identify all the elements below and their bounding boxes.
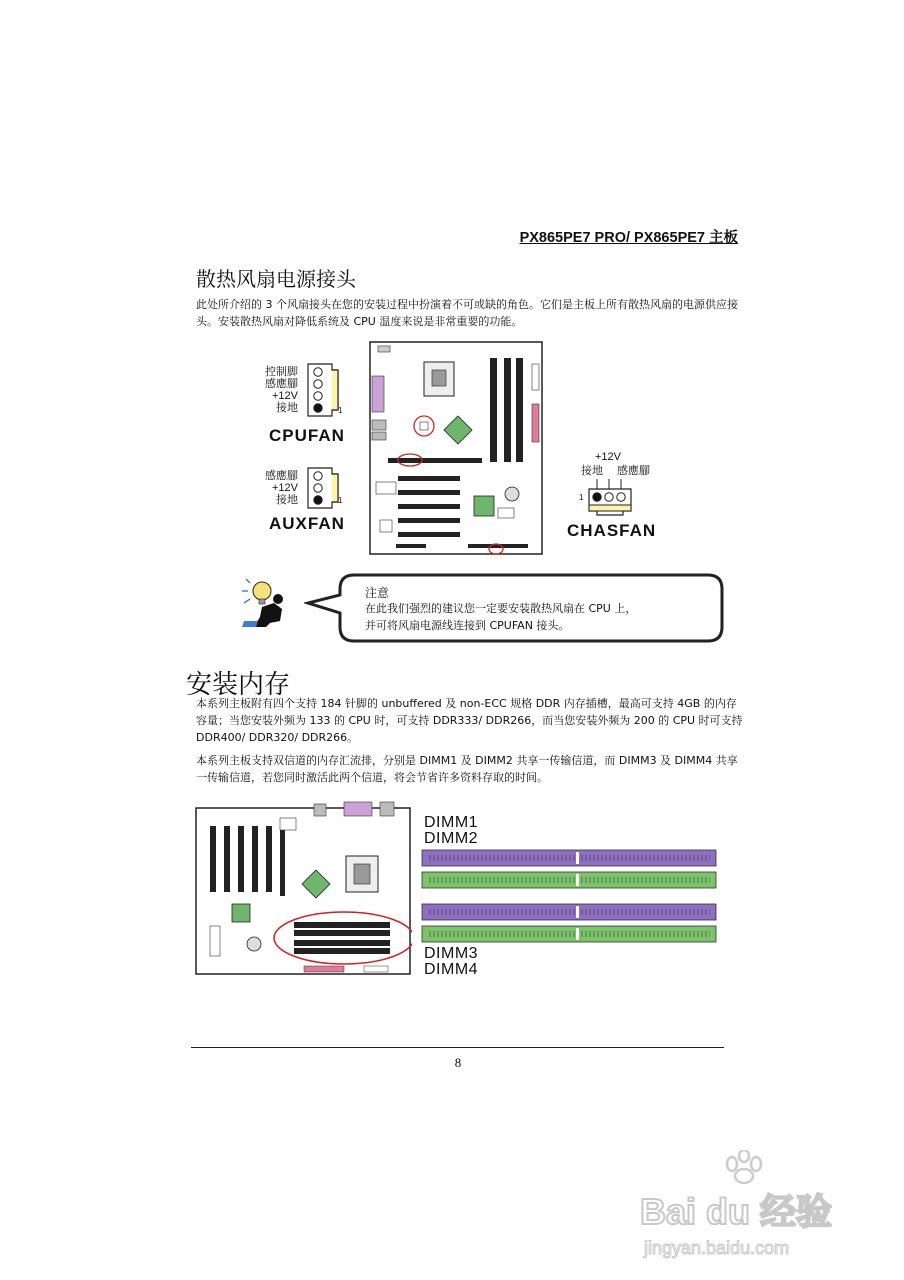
motherboard-memory-layout — [194, 800, 412, 976]
cpufan-pin2-label: +12V — [272, 390, 298, 402]
auxfan-name: AUXFAN — [269, 514, 345, 533]
auxfan-connector-graphic — [306, 466, 343, 510]
cpufan-pin1-marker: 1 — [338, 406, 343, 415]
lightbulb-thinker-icon — [240, 577, 296, 629]
paw-logo-icon — [724, 1150, 764, 1184]
auxfan-pin1-label: 接地 — [276, 494, 298, 506]
memory-paragraph-2: 本系列主板支持双信道的内存汇流排，分别是 DIMM1 及 DIMM2 共享一传输信道，而 DIMM3 及 DIMM4 共享一传输信道，若您同时激活此两个信道，将会节省许多资料存取的时间。 — [196, 754, 738, 784]
chasfan-diagram — [565, 451, 675, 543]
dimm1-slot — [422, 850, 716, 866]
dimm1-label: DIMM1 — [424, 814, 479, 831]
baidu-jingyan-watermark — [640, 1150, 860, 1270]
chasfan-pin1-label: 接地 — [581, 465, 603, 477]
cpufan-name: CPUFAN — [269, 426, 345, 445]
chasfan-pin3-label: 感應腳 — [617, 465, 650, 477]
auxfan-pin2-label: +12V — [272, 482, 298, 494]
cpufan-diagram — [250, 362, 360, 447]
dimm-slots-graphic — [420, 846, 720, 946]
dimm3-label: DIMM3 — [424, 945, 479, 962]
chasfan-name: CHASFAN — [567, 521, 657, 540]
watermark-logo-text: Bai du 经验 — [640, 1191, 833, 1232]
motherboard-fan-layout — [368, 340, 546, 558]
page-number: 8 — [454, 1055, 462, 1070]
chasfan-connector-graphic — [587, 477, 633, 517]
note-line-1: 在此我们强烈的建议您一定要安装散热风扇在 CPU 上， — [365, 602, 637, 615]
dimm3-slot — [422, 904, 716, 920]
page-header-title: PX865PE7 PRO/ PX865PE7 主板 — [519, 230, 738, 246]
auxfan-pin3-label: 感應腳 — [265, 470, 298, 482]
watermark-url: jingyan.baidu.com — [644, 1238, 790, 1258]
memory-paragraph-1: 本系列主板附有四个支持 184 针脚的 unbuffered 及 non-ECC 规格 DDR 内存插槽，最高可支持 4GB 的内存容量；当您安装外频为 133 的 CPU 时，可支持 DDR333/ DDR266，而当您安装外频为 200 的 CPU 时可支持 DDR400/ DDR320/ DDR266。 — [196, 697, 743, 744]
dimm2-slot — [422, 872, 716, 888]
auxfan-pin1-marker: 1 — [338, 496, 343, 505]
cpufan-pin3-label: 感應腳 — [265, 378, 298, 390]
cpufan-pin4-label: 控制脚 — [265, 366, 298, 378]
note-title: 注意 — [365, 586, 390, 600]
memory-section-heading: 安装内存 — [186, 670, 291, 700]
chasfan-pin1-marker: 1 — [579, 493, 584, 502]
cpufan-connector-graphic — [306, 362, 343, 418]
dimm2-label: DIMM2 — [424, 830, 479, 847]
cpufan-pin1-label: 接地 — [276, 402, 298, 414]
fan-section-heading: 散热风扇电源接头 — [196, 267, 356, 291]
fan-section-paragraph: 此处所介绍的 3 个风扇接头在您的安装过程中扮演着不可或缺的角色。它们是主板上所有散热风扇的电源供应接头。安装散热风扇对降低系统及 CPU 温度来说是非常重要的功能。 — [196, 298, 738, 328]
note-line-2: 并可将风扇电源线连接到 CPUFAN 接头。 — [365, 619, 570, 632]
dimm4-label: DIMM4 — [424, 961, 479, 978]
dimm4-slot — [422, 926, 716, 942]
chasfan-pin2-label: +12V — [595, 451, 621, 463]
auxfan-diagram — [250, 466, 360, 536]
footer-rule — [191, 1047, 724, 1048]
